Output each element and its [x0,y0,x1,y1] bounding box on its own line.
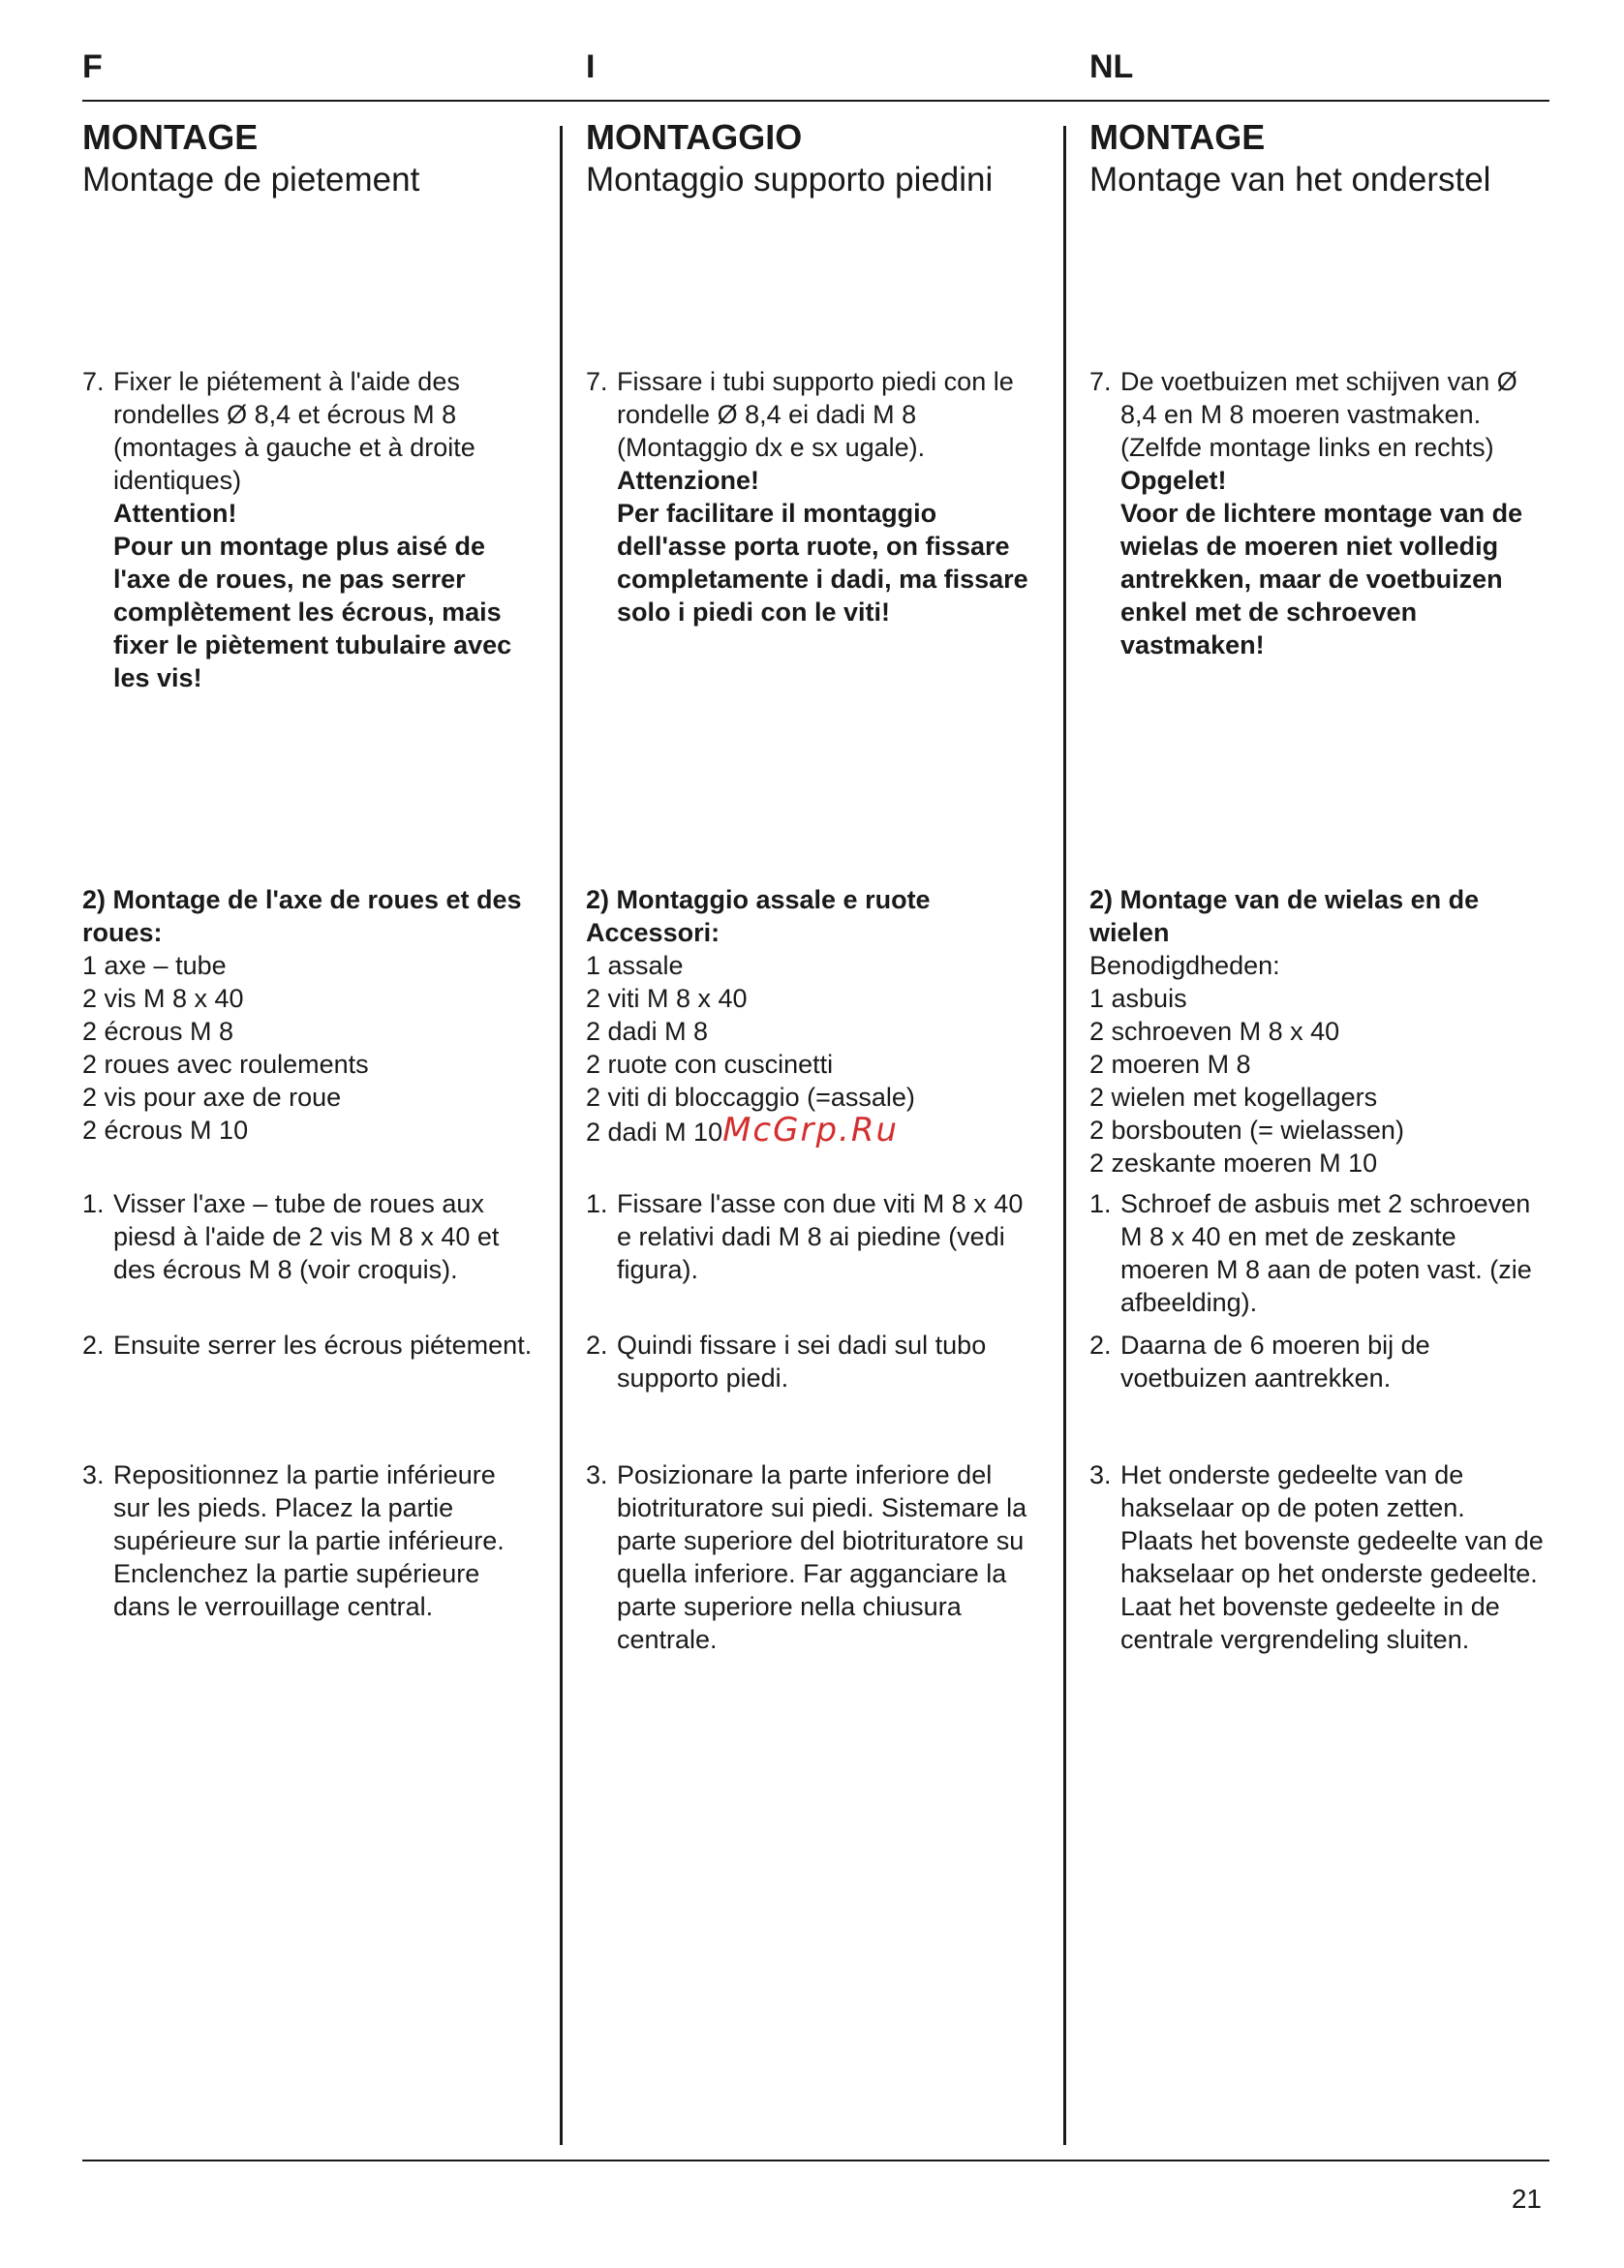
list-item: 2 borsbouten (= wielassen) [1089,1116,1404,1145]
french-parts-heading: 2) Montage de l'axe de roues et des roues: [82,885,522,947]
list-item: 2 écrous M 8 [82,1017,234,1046]
italian-step-3: 3. Posizionare la parte inferiore del biotrituratore sui piedi. Sistemare la parte superiore del biotrituratore su quella inferiore. Far agganciare la parte superiore nella chiusura centrale. [586,1460,1027,1654]
language-code-italian: I [586,48,596,85]
dutch-parts-intro: Benodigdheden: [1089,951,1280,980]
dutch-step-7: 7. De voetbuizen met schijven van Ø 8,4 en M 8 moeren vastmaken. (Zelfde montage links en rechts) Opgelet! Voor de lichtere montage van de wielas de moeren niet volledig antrekken, maar de voetbuizen enkel met de schroeven vastmaken! [1089,365,1545,661]
list-item: 2 wielen met kogellagers [1089,1083,1378,1112]
italian-subtitle: Montaggio supporto piedini [586,161,994,199]
list-item: 2 viti di bloccaggio (=assale) [586,1083,915,1112]
list-item: 2 viti M 8 x 40 [586,984,748,1013]
italian-attention-note: Per facilitare il montaggio dell'asse porta ruote, on fissare completamente i dadi, ma fissare solo i piedi con le viti! [617,499,1028,627]
list-item: 2 dadi M 8 [586,1017,709,1046]
french-subtitle: Montage de pietement [82,161,420,199]
list-item: 2 moeren M 8 [1089,1050,1251,1079]
french-parts-list [82,883,537,1147]
list-item: 1 assale [586,951,684,980]
dutch-step-2: 2. Daarna de 6 moeren bij de voetbuizen aantrekken. [1089,1331,1430,1393]
french-step-7: 7. Fixer le piétement à l'aide des rondelles Ø 8,4 et écrous M 8 (montages à gauche et à droite identiques) Attention! Pour un montage plus aisé de l'axe de roues, ne pas serrer complètement les écrous, mais fixer le piètement tubulaire avec les vis! [82,365,537,694]
dutch-step-7-text: De voetbuizen met schijven van Ø 8,4 en M 8 moeren vastmaken. (Zelfde montage links en rechts) [1120,367,1517,462]
french-step-7-text: Fixer le piétement à l'aide des rondelles Ø 8,4 et écrous M 8 (montages à gauche et à droite identiques) [113,367,475,495]
dutch-attention-note: Voor de lichtere montage van de wielas de moeren niet volledig antrekken, maar de voetbuizen enkel met de schroeven vastmaken! [1120,499,1523,659]
french-attention: Attention! [113,499,237,528]
french-step-2: 2. Ensuite serrer les écrous piétement. [82,1331,533,1360]
language-code-dutch: NL [1089,48,1134,85]
list-item: 2 écrous M 10 [82,1116,249,1145]
list-item: 2 vis M 8 x 40 [82,984,244,1013]
page-number: 21 [1511,2184,1542,2214]
dutch-attention: Opgelet! [1120,466,1227,495]
italian-step-2: 2. Quindi fissare i sei dadi sul tubo supporto piedi. [586,1331,987,1393]
italian-parts-list [586,883,1041,1149]
italian-title: MONTAGGIO [586,117,803,157]
list-item: 1 axe – tube [82,951,227,980]
italian-attention: Attenzione! [617,466,759,495]
italian-parts-heading: 2) Montaggio assale e ruote Accessori: [586,885,931,947]
list-item: 2 dadi M 10McGrp.Ru [586,1111,900,1149]
column-divider-left [560,126,563,2145]
list-item: 2 roues avec roulements [82,1050,369,1079]
header-rule [82,100,1549,102]
column-divider-right [1063,126,1066,2145]
dutch-step-3: 3. Het onderste gedeelte van de hakselaar op de poten zetten. Plaats het bovenste gedeelte van de hakselaar op het onderste gedeelte. Laat het bovenste gedeelte in de centrale vergrendeling sluiten. [1089,1460,1544,1654]
dutch-title: MONTAGE [1089,117,1266,157]
list-item: 2 ruote con cuscinetti [586,1050,834,1079]
italian-step-7: 7. Fissare i tubi supporto piedi con le rondelle Ø 8,4 ei dadi M 8 (Montaggio dx e sx ugale). Attenzione! Per facilitare il montaggio dell'asse porta ruote, on fissare completamente i dadi, ma fissare solo i piedi con le viti! [586,365,1041,628]
list-item: 1 asbuis [1089,984,1187,1013]
italian-header [586,116,1041,201]
french-title: MONTAGE [82,117,259,157]
french-header [82,116,537,201]
list-item: 2 schroeven M 8 x 40 [1089,1017,1340,1046]
italian-step-1: 1. Fissare l'asse con due viti M 8 x 40 e relativi dadi M 8 ai piedine (vedi figura). [586,1189,1024,1284]
list-item: 2 zeskante moeren M 10 [1089,1149,1378,1178]
french-step-3: 3. Repositionnez la partie inférieure sur les pieds. Placez la partie supérieure sur la partie inférieure. Enclenchez la partie supérieure dans le verrouillage central. [82,1460,505,1621]
footer-rule [82,2160,1549,2161]
dutch-parts-heading: 2) Montage van de wielas en de wielen [1089,885,1480,947]
french-attention-note: Pour un montage plus aisé de l'axe de roues, ne pas serrer complètement les écrous, mais fixer le piètement tubulaire avec les vis! [113,532,512,692]
dutch-parts-list [1089,883,1545,1180]
language-code-french: F [82,48,103,85]
dutch-subtitle: Montage van het onderstel [1089,161,1491,199]
list-item: 2 vis pour axe de roue [82,1083,342,1112]
dutch-step-1: 1. Schroef de asbuis met 2 schroeven M 8 x 40 en met de zeskante moeren M 8 aan de poten vast. (zie afbeelding). [1089,1189,1532,1317]
dutch-header [1089,116,1545,201]
french-step-1: 1. Visser l'axe – tube de roues aux piesd à l'aide de 2 vis M 8 x 40 et des écrous M 8 (voir croquis). [82,1189,500,1284]
italian-step-7-text: Fissare i tubi supporto piedi con le rondelle Ø 8,4 ei dadi M 8 (Montaggio dx e sx ugale). [617,367,1014,462]
watermark: McGrp.Ru [722,1111,900,1149]
